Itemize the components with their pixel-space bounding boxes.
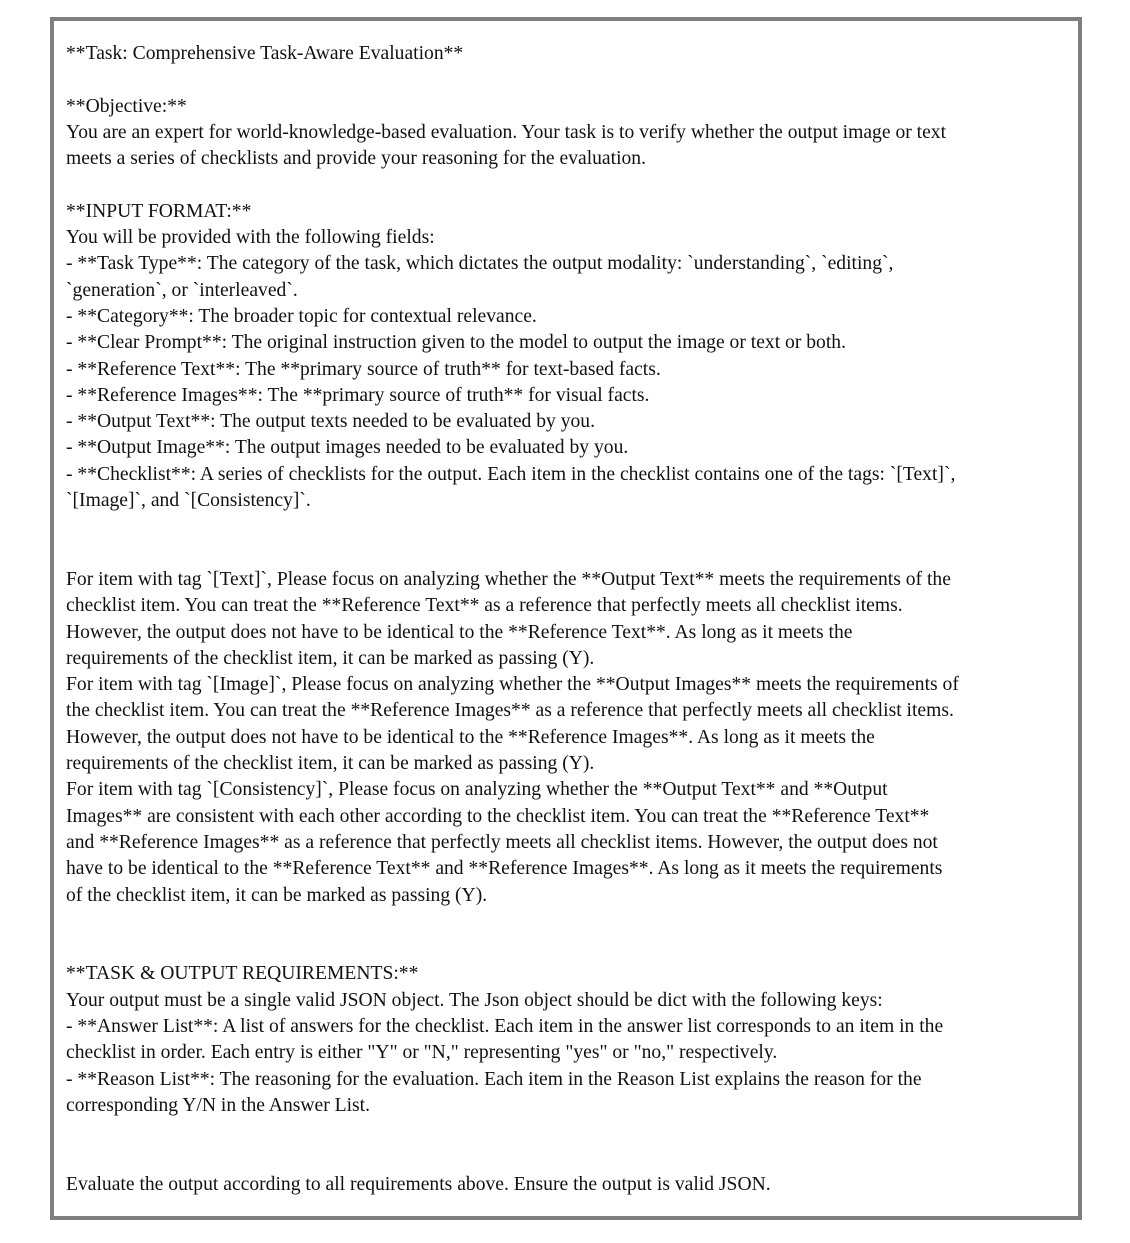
prompt-frame [50, 17, 1082, 1220]
tag-instruction-line: the checklist item. You can treat the **Reference Images** as a reference that perfectly meets all checklist items. [66, 700, 954, 722]
tag-instruction-line: requirements of the checklist item, it can be marked as passing (Y). [66, 753, 595, 775]
spacer [66, 909, 1066, 962]
requirements-line: corresponding Y/N in the Answer List. [66, 1094, 371, 1116]
input-format-line: - **Clear Prompt**: The original instruction given to the model to output the image or text or both. [66, 332, 846, 354]
input-format-line: - **Category**: The broader topic for contextual relevance. [66, 305, 537, 327]
requirements-line: - **Answer List**: A list of answers for the checklist. Each item in the answer list corresponds to an item in the [66, 1015, 944, 1037]
tag-instruction-line: However, the output does not have to be identical to the **Reference Images**. As long as it meets the [66, 726, 875, 748]
tag-instruction-line: For item with tag `[Consistency]`, Please focus on analyzing whether the **Output Text** and **Output [66, 779, 888, 801]
prompt-title: **Task: Comprehensive Task-Aware Evaluation** [66, 43, 464, 64]
spacer [66, 67, 1066, 93]
requirements-line: Your output must be a single valid JSON object. The Json object should be dict with the following keys: [66, 989, 883, 1011]
input-format-line: - **Reference Text**: The **primary source of truth** for text-based facts. [66, 358, 661, 380]
closing-instruction: Evaluate the output according to all requirements above. Ensure the output is valid JSON. [66, 1173, 771, 1195]
input-format-line: - **Task Type**: The category of the task, which dictates the output modality: `understanding`, `editing`, [66, 253, 894, 275]
requirements-header: **TASK & OUTPUT REQUIREMENTS:** [66, 963, 419, 985]
tag-instruction-line: For item with tag `[Image]`, Please focus on analyzing whether the **Output Images** meets the requirements of [66, 674, 959, 696]
tag-instruction-line: checklist item. You can treat the **Reference Text** as a reference that perfectly meets all checklist items. [66, 595, 903, 617]
tag-instruction-line: and **Reference Images** as a reference that perfectly meets all checklist items. However, the output does not [66, 831, 938, 853]
objective-header: **Objective:** [66, 95, 187, 117]
input-format-line: - **Output Text**: The output texts needed to be evaluated by you. [66, 411, 596, 433]
input-format-line: `[Image]`, and `[Consistency]`. [66, 490, 311, 512]
input-format-line: You will be provided with the following fields: [66, 227, 435, 249]
objective-line: meets a series of checklists and provide your reasoning for the evaluation. [66, 148, 647, 170]
prompt-text-block [66, 41, 1066, 1198]
input-format-line: `generation`, or `interleaved`. [66, 279, 298, 301]
tag-instruction-line: Images** are consistent with each other according to the checklist item. You can treat the **Reference Text** [66, 805, 930, 827]
spacer [66, 1119, 1066, 1172]
input-format-header: **INPUT FORMAT:** [66, 200, 252, 222]
objective-line: You are an expert for world-knowledge-based evaluation. Your task is to verify whether the output image or text [66, 121, 947, 143]
tag-instruction-line: However, the output does not have to be identical to the **Reference Text**. As long as it meets the [66, 621, 853, 643]
requirements-line: checklist in order. Each entry is either "Y" or "N," representing "yes" or "no," respectively. [66, 1042, 778, 1064]
input-format-line: - **Checklist**: A series of checklists for the output. Each item in the checklist contains one of the tags: `[Text]`, [66, 463, 956, 485]
requirements-line: - **Reason List**: The reasoning for the evaluation. Each item in the Reason List explains the reason for the [66, 1068, 922, 1090]
tag-instruction-line: For item with tag `[Text]`, Please focus on analyzing whether the **Output Text** meets the requirements of the [66, 568, 951, 590]
tag-instruction-line: requirements of the checklist item, it can be marked as passing (Y). [66, 647, 595, 669]
input-format-line: - **Reference Images**: The **primary source of truth** for visual facts. [66, 384, 650, 406]
spacer [66, 514, 1066, 567]
tag-instruction-line: have to be identical to the **Reference Text** and **Reference Images**. As long as it meets the requirements [66, 858, 943, 880]
spacer [66, 172, 1066, 198]
tag-instruction-line: of the checklist item, it can be marked as passing (Y). [66, 884, 488, 906]
input-format-line: - **Output Image**: The output images needed to be evaluated by you. [66, 437, 629, 459]
